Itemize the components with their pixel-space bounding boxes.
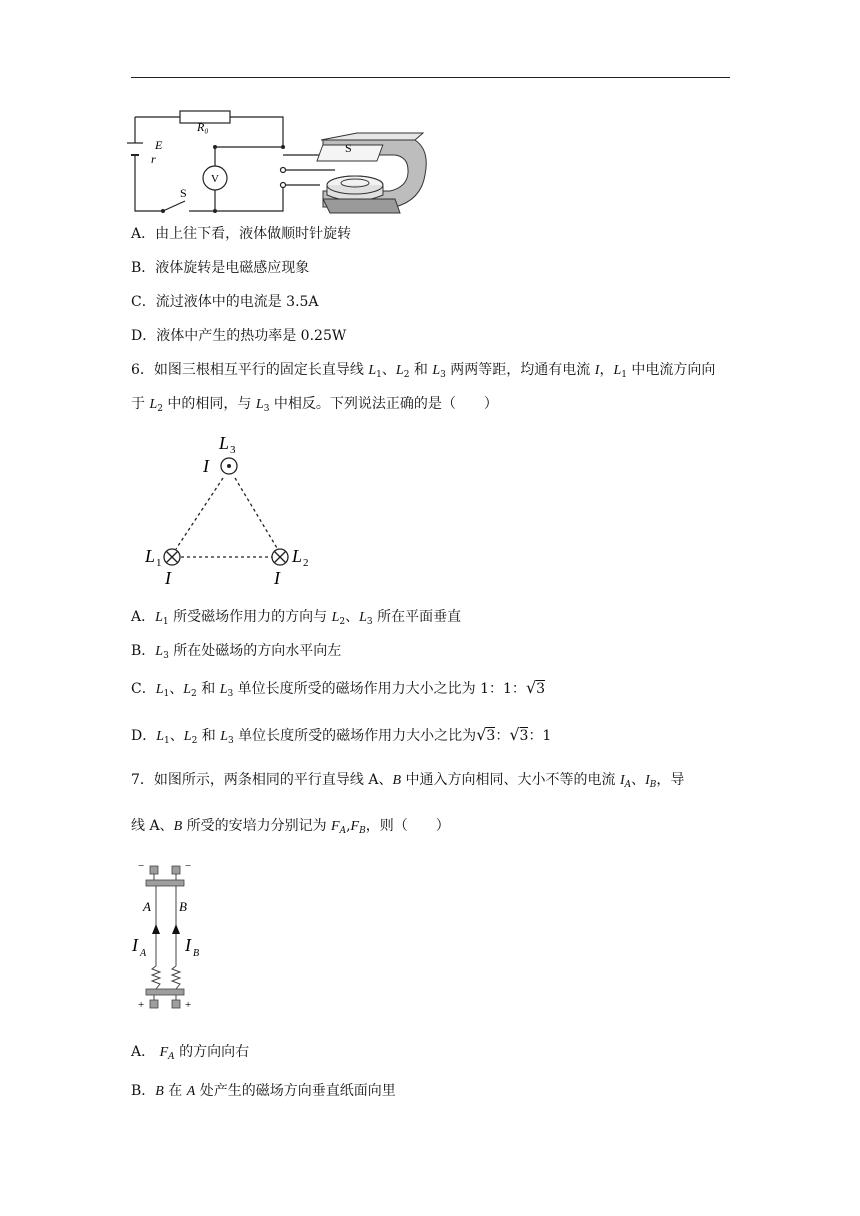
sqrt-sign: √ xyxy=(476,725,487,744)
sqrt-sign: √ xyxy=(525,678,537,697)
plus-left: + xyxy=(138,999,145,1011)
sqrt-radicand: 3 xyxy=(486,728,496,744)
current-a-letter: I xyxy=(132,935,138,955)
q6-stem-line1: 6．如图三根相互平行的固定长直导线 $L_1$、$L_2$ 和 $L_3$ 两两等距，均通有电流 I，$L_1$ 中电流方向向 xyxy=(131,362,716,380)
minus-right: − xyxy=(185,860,192,872)
l2-current: I xyxy=(274,568,280,588)
q5-option-d: D．液体中产生的热功率是 0.25W xyxy=(131,328,347,344)
three-wires-figure xyxy=(135,428,335,593)
l3-subscript: 3 xyxy=(230,444,236,456)
l3-current: I xyxy=(203,456,209,476)
emf-label: E xyxy=(155,138,163,152)
current-a-subscript: A xyxy=(140,948,147,959)
minus-left: − xyxy=(138,860,145,872)
q6-option-b: B．$L_3$ 所在处磁场的方向水平向左 xyxy=(131,643,342,661)
wire-b-label: B xyxy=(179,899,187,914)
wire-a-label: A xyxy=(143,899,151,914)
internal-resistance-label: r xyxy=(151,152,156,166)
q5-option-a: A．由上往下看，液体做顺时针旋转 xyxy=(131,226,352,242)
l2-subscript: 2 xyxy=(303,557,309,569)
q6-option-a: A．$L_1$ 所受磁场作用力的方向与 $L_2$、$L_3$ 所在平面垂直 xyxy=(131,609,462,627)
plus-right: + xyxy=(185,999,192,1011)
header-rule xyxy=(131,77,730,78)
circuit-figure xyxy=(125,95,435,220)
switch-label: S xyxy=(180,186,187,200)
q6-stem-line2: 于 $L_2$ 中的相同，与 $L_3$ 中相反。下列说法正确的是（ ） xyxy=(131,396,498,414)
parallel-wires-figure xyxy=(130,858,210,1018)
current-b-subscript: B xyxy=(193,948,200,959)
r0-label: R₀ xyxy=(197,120,209,134)
q7-stem-line1: 7．如图所示，两条相同的平行直导线 A、B 中通入方向相同、大小不等的电流 $I_A$、$I_B$，导 xyxy=(131,772,685,790)
sqrt-radicand: 3 xyxy=(536,681,546,697)
q5-option-c: C．流过液体中的电流是 3.5A xyxy=(131,294,319,310)
l1-letter: L xyxy=(145,546,156,566)
l3-letter: L xyxy=(219,433,230,453)
sqrt-radicand: 3 xyxy=(519,728,529,744)
q5-option-b: B．液体旋转是电磁感应现象 xyxy=(131,260,310,276)
l1-subscript: 1 xyxy=(156,557,162,569)
magnet-s-label: S xyxy=(345,141,352,155)
q7-stem-line2: 线 A、B 所受的安培力分别记为 $F_A,F_B$，则（ ） xyxy=(131,818,450,836)
q7-option-b: B．B 在 A 处产生的磁场方向垂直纸面向里 xyxy=(131,1083,396,1099)
l2-letter: L xyxy=(292,546,303,566)
sqrt-sign: √ xyxy=(509,725,520,744)
q6-option-c: C．$L_1$、$L_2$ 和 $L_3$ 单位长度所受的磁场作用力大小之比为 1：1：√3 xyxy=(131,678,546,699)
q6-option-d: D．$L_1$、$L_2$ 和 $L_3$ 单位长度所受的磁场作用力大小之比为√3：√3：1 xyxy=(131,725,552,746)
voltmeter-label: V xyxy=(211,173,219,185)
q7-option-a: A． $F_A$ 的方向向右 xyxy=(131,1044,250,1062)
current-b-letter: I xyxy=(185,935,191,955)
l1-current: I xyxy=(165,568,171,588)
